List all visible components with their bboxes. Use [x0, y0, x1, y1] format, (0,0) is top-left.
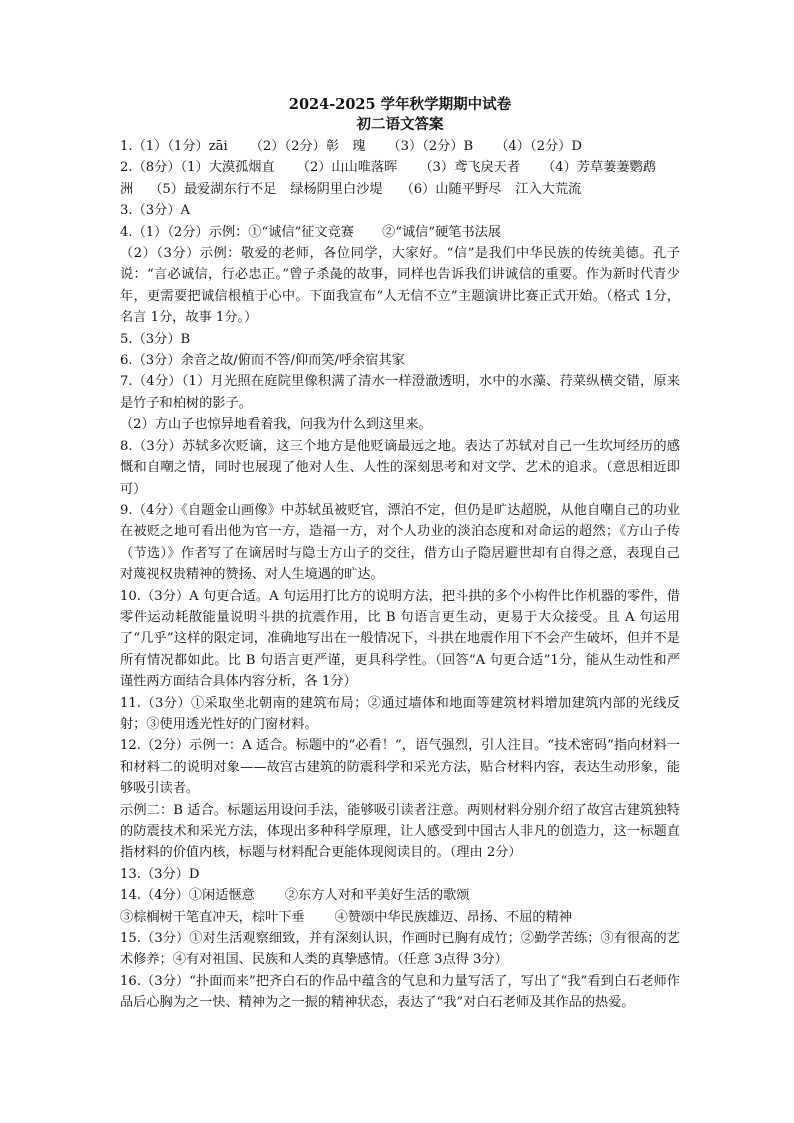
page-title: 2024-2025 学年秋学期期中试卷	[288, 96, 512, 113]
answer-q7-1: 7.（4分）（1）月光照在庭院里像积满了清水一样澄澈透明，水中的水藻、荇菜纵横交错，原来是竹子和柏树的影子。	[120, 374, 680, 411]
answer-q4-2: （2）（3分）示例：敬爱的老师，各位同学，大家好。“信”是我们中华民族的传统美德。孔子说：“言必诚信，行必忠正。”曾子杀彘的故事，同样也告诉我们讲诚信的重要。作为新时代青少年，更需要把诚信根植于心中。下面我宣布“人无信不立”主题演讲比赛正式开始。（格式 1分，名言 1分，故事 1分。）	[120, 246, 680, 326]
answer-q11: 11.（3分）①采取坐北朝南的建筑布局；②通过墙体和地面等建筑材料增加建筑内部的光线反射；③使用透光性好的门窗材料。	[120, 695, 680, 732]
answer-q9: 9.（4分）《自题金山画像》中苏轼虽被贬官，漂泊不定，但仍是旷达超脱，从他自嘲自己的功业在被贬之地可看出他为官一方，造福一方，对个人功业的淡泊态度和对命运的超然；《方山子传（节选）》作者写了在谪居时与隐士方山子的交往，借方山子隐居避世却有自得之意，表现自己对蔑视权贵精神的赞扬、对人生境遇的旷达。	[120, 502, 680, 583]
answer-q3: 3.（3分）A	[120, 203, 191, 219]
answer-q6: 6.（3分）余音之故/俯而不答/仰而笑/呼余宿其家	[120, 353, 405, 369]
answer-q7-2: （2）方山子也惊异地看着我，问我为什么到这里来。	[120, 417, 432, 433]
answer-q2-line2	[120, 179, 680, 200]
answer-q12-example1: 12.（2分）示例一：A 适合。标题中的“必看！”，语气强烈，引人注目。“技术密码”指向材料一和材料二的说明对象——故宫古建筑的防震科学和采光方法，贴合材料内容，表达生动形象，能够吸引读者。	[120, 738, 680, 797]
answer-q2-part9: 江入大荒流	[515, 181, 582, 197]
answer-q16: 16.（3分）“扑面而来”把齐白石的作品中蕴含的气息和力量写活了，写出了“我”看到白石老师作品后心胸为之一快、精神为之一振的精神状态，表达了“我”对白石老师及其作品的热爱。	[120, 973, 680, 1011]
answer-q1-part3: （3）（2分）B	[387, 139, 474, 154]
answer-q10: 10.（3分）A 句更合适。A 句运用打比方的说明方法，把斗拱的多个小构件比作机器的零件，借零件运动耗散能量说明斗拱的抗震作用，比 B 句语言更生动，更易于大众接受。且 A 句运用了“几乎”这样的限定词，准确地写出在一般情况下，斗拱在地震作用下不会产生破坏，但并不是所有情况都如此。比 B 句语言更严谨，更具科学性。（回答“A 句更合适”1分，能从生动性和严谨性两方面结合具体内容分析，各 1分）	[120, 588, 680, 690]
answer-q2-part4: （4）芳草萋萋鹦鹉	[542, 160, 656, 176]
answer-q1	[120, 136, 680, 157]
answer-q15: 15.（3分）①对生活观察细致，并有深刻认识，作画时已胸有成竹；②勤学苦练；③有很高的艺术修养；④有对祖国、民族和人类的真挚感情。（任意 3点得 3分）	[120, 931, 680, 968]
answer-q2-part2: （2）山山唯落晖	[296, 160, 398, 176]
answer-q14-part2: ②东方人对和平美好生活的歌颂	[284, 888, 470, 904]
answer-q4-1-example1: 4.（1）（2分）示例：①“诚信”征文竞赛	[120, 224, 355, 240]
answer-q8: 8.（3分）苏轼多次贬谪，这三个地方是他贬谪最远之地。表达了苏轼对自己一生坎坷经历的感慨和自嘲之情，同时也展现了他对人生、人性的深刻思考和对文学、艺术的追求。（意思相近即可）	[120, 438, 680, 497]
answer-q2-part1: 2.（8分）（1）大漠孤烟直	[120, 160, 275, 176]
page-subtitle: 初二语文答案	[356, 116, 444, 133]
answer-q2-part8: （6）山随平野尽	[400, 181, 502, 197]
answer-q14-part4: ④赞颂中华民族雄迈、昂扬、不屈的精神	[334, 909, 572, 925]
answer-q2-part3: （3）鸢飞戾天者	[419, 160, 521, 176]
answer-q4-1	[120, 222, 680, 243]
answer-q4-1-example2: ②“诚信”硬笔书法展	[382, 224, 502, 240]
answer-q14-line1	[120, 885, 680, 906]
answer-q14-line2	[120, 907, 680, 928]
answer-q2-line1	[120, 157, 680, 178]
answer-q1-part1: 1.（1）（1分）zāi	[120, 139, 228, 154]
answer-content	[120, 95, 680, 1014]
answer-q1-part2: （2）（2分）彰 瑰	[249, 139, 366, 154]
answer-q1-part4: （4）（2分）D	[495, 139, 582, 154]
answer-q14-part1: 14.（4分）①闲适惬意	[120, 888, 255, 904]
answer-q2-part5: 洲	[120, 181, 134, 197]
answer-q2-part7: 绿杨阴里白沙堤	[290, 181, 383, 197]
answer-q12-example2: 示例二：B 适合。标题运用设问手法，能够吸引读者注意。两则材料分别介绍了故宫古建筑独特的防震技术和采光方法，体现出多种科学原理，让人感受到中国古人非凡的创造力，这一标题直指材料的价值内核，标题与材料配合更能体现阅读目的。（理由 2分）	[120, 802, 680, 861]
answer-q13: 13.（3分）D	[120, 866, 200, 882]
answer-q5: 5.（3分）B	[120, 331, 191, 347]
answer-q2-part6: （5）最爱湖东行不足	[149, 181, 277, 197]
answer-q14-part3: ③棕榈树干笔直冲天，棕叶下垂	[120, 909, 305, 925]
